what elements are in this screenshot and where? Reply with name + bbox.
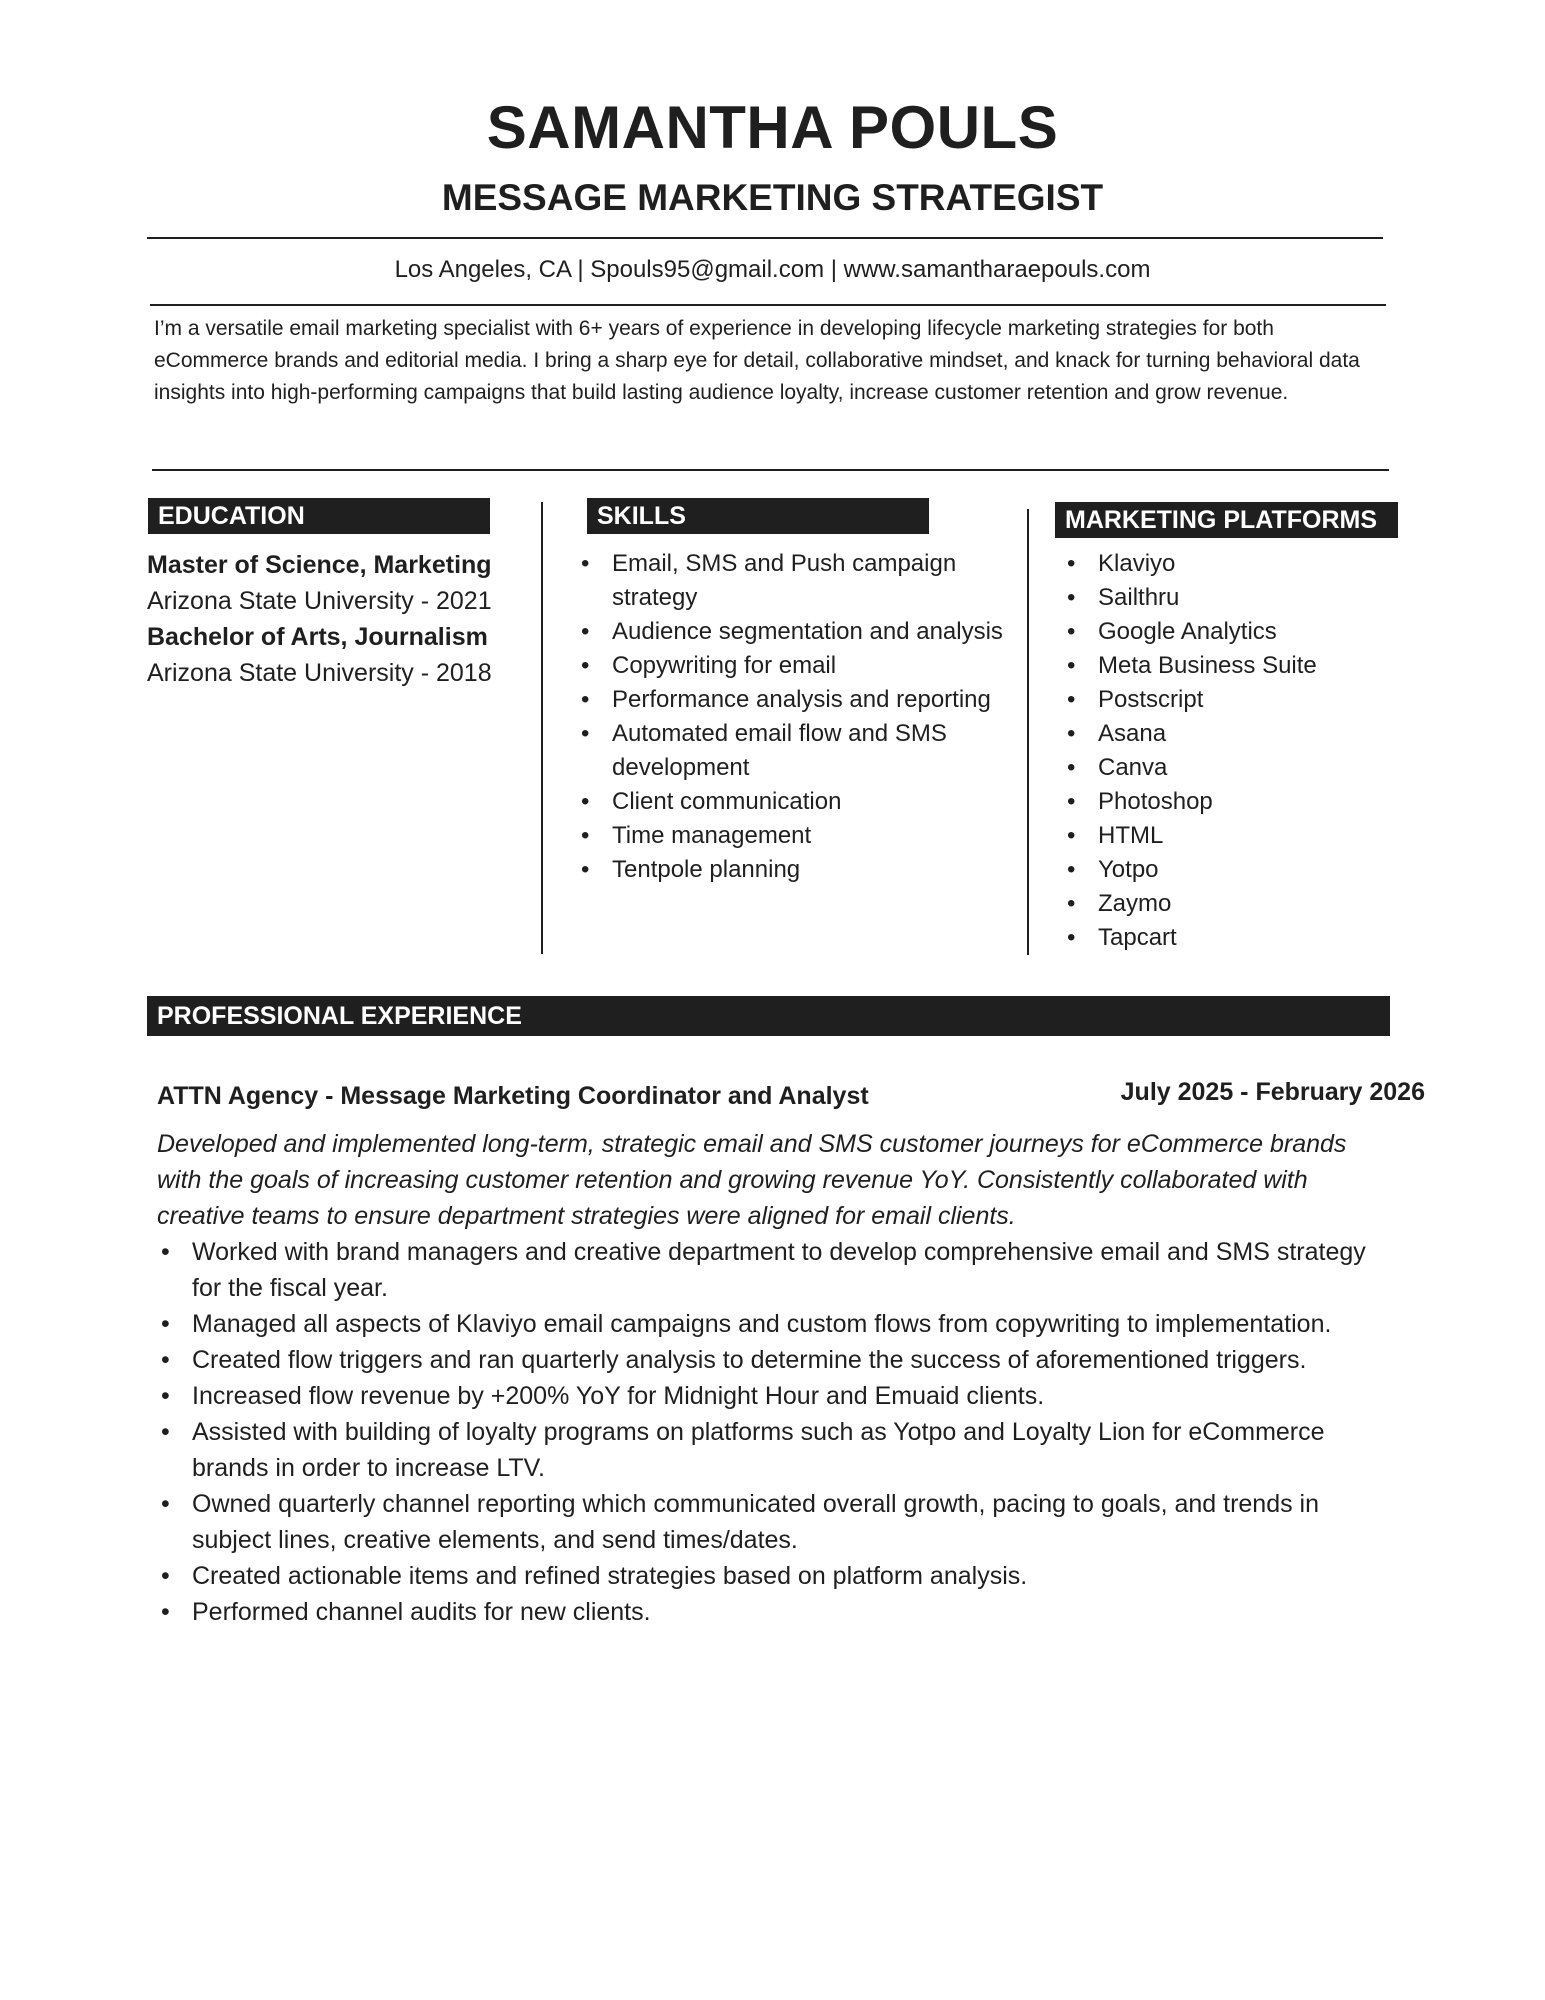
column-divider (541, 502, 543, 954)
education-list (147, 547, 527, 691)
platform-item: • HTML (1063, 819, 1403, 853)
job-bullet: • Increased flow revenue by +200% YoY for Midnight Hour and Emuaid clients. (157, 1378, 1387, 1414)
experience-heading: PROFESSIONAL EXPERIENCE (147, 996, 1390, 1036)
platform-item: • Tapcart (1063, 921, 1403, 955)
platforms-heading: MARKETING PLATFORMS (1055, 502, 1398, 538)
column-divider (1027, 509, 1029, 955)
platform-item: • Zaymo (1063, 887, 1403, 921)
platform-item: • Meta Business Suite (1063, 649, 1403, 683)
summary-divider (152, 469, 1389, 471)
job-dates: July 2025 - February 2026 (1120, 1078, 1425, 1106)
skills-list (577, 547, 1017, 887)
skill-item: • Email, SMS and Push campaign strategy (577, 547, 1017, 615)
platform-item: • Postscript (1063, 683, 1403, 717)
job-bullet: • Managed all aspects of Klaviyo email campaigns and custom flows from copywriting to implementation. (157, 1306, 1387, 1342)
skill-item: • Performance analysis and reporting (577, 683, 1017, 717)
job-bullet: • Performed channel audits for new clients. (157, 1594, 1387, 1630)
platform-item: • Photoshop (1063, 785, 1403, 819)
contact-line: Los Angeles, CA | Spouls95@gmail.com | www.samantharaepouls.com (394, 256, 1151, 283)
platform-item: • Asana (1063, 717, 1403, 751)
skill-item: • Audience segmentation and analysis (577, 615, 1017, 649)
job-role-title: ATTN Agency - Message Marketing Coordinator and Analyst (157, 1082, 869, 1110)
job-bullet: • Assisted with building of loyalty programs on platforms such as Yotpo and Loyalty Lion for eCommerce brands in order to increase LTV. (157, 1414, 1387, 1486)
job-title-heading: MESSAGE MARKETING STRATEGIST (441, 177, 1104, 218)
skills-heading: SKILLS (587, 498, 929, 534)
job-bullet-list (157, 1234, 1387, 1630)
platforms-list (1063, 547, 1403, 955)
education-school: Arizona State University - 2021 (147, 587, 492, 615)
job-bullet: • Owned quarterly channel reporting which communicated overall growth, pacing to goals, and trends in subject lines, creative elements, and send times/dates. (157, 1486, 1387, 1558)
platform-item: • Canva (1063, 751, 1403, 785)
skill-item: • Tentpole planning (577, 853, 1017, 887)
candidate-name: SAMANTHA POULS (486, 94, 1059, 161)
job-bullet: • Worked with brand managers and creative department to develop comprehensive email and SMS strategy for the fiscal year. (157, 1234, 1387, 1306)
skill-item: • Time management (577, 819, 1017, 853)
platform-item: • Google Analytics (1063, 615, 1403, 649)
education-degree: Master of Science, Marketing (147, 551, 492, 579)
education-school: Arizona State University - 2018 (147, 659, 492, 687)
job-bullet: • Created actionable items and refined strategies based on platform analysis. (157, 1558, 1387, 1594)
platform-item: • Sailthru (1063, 581, 1403, 615)
skill-item: • Client communication (577, 785, 1017, 819)
platform-item: • Yotpo (1063, 853, 1403, 887)
header-divider (147, 237, 1383, 239)
skill-item: • Automated email flow and SMS development (577, 717, 1017, 785)
job-description: Developed and implemented long-term, strategic email and SMS customer journeys for eCommerce brands with the goals of increasing customer retention and growing revenue YoY. Consistently collaborated with creative teams to ensure department strategies were aligned for email clients. (157, 1130, 1347, 1230)
education-heading: EDUCATION (148, 498, 490, 534)
contact-divider (150, 304, 1386, 306)
platform-item: • Klaviyo (1063, 547, 1403, 581)
education-degree: Bachelor of Arts, Journalism (147, 623, 488, 651)
summary-paragraph: I’m a versatile email marketing specialist with 6+ years of experience in developing lifecycle marketing strategies for both eCommerce brands and editorial media. I bring a sharp eye for detail, collaborative mindset, and knack for turning behavioral data insights into high-performing campaigns that build lasting audience loyalty, increase customer retention and grow revenue. (154, 317, 1360, 404)
job-bullet: • Created flow triggers and ran quarterly analysis to determine the success of aforementioned triggers. (157, 1342, 1387, 1378)
skill-item: • Copywriting for email (577, 649, 1017, 683)
